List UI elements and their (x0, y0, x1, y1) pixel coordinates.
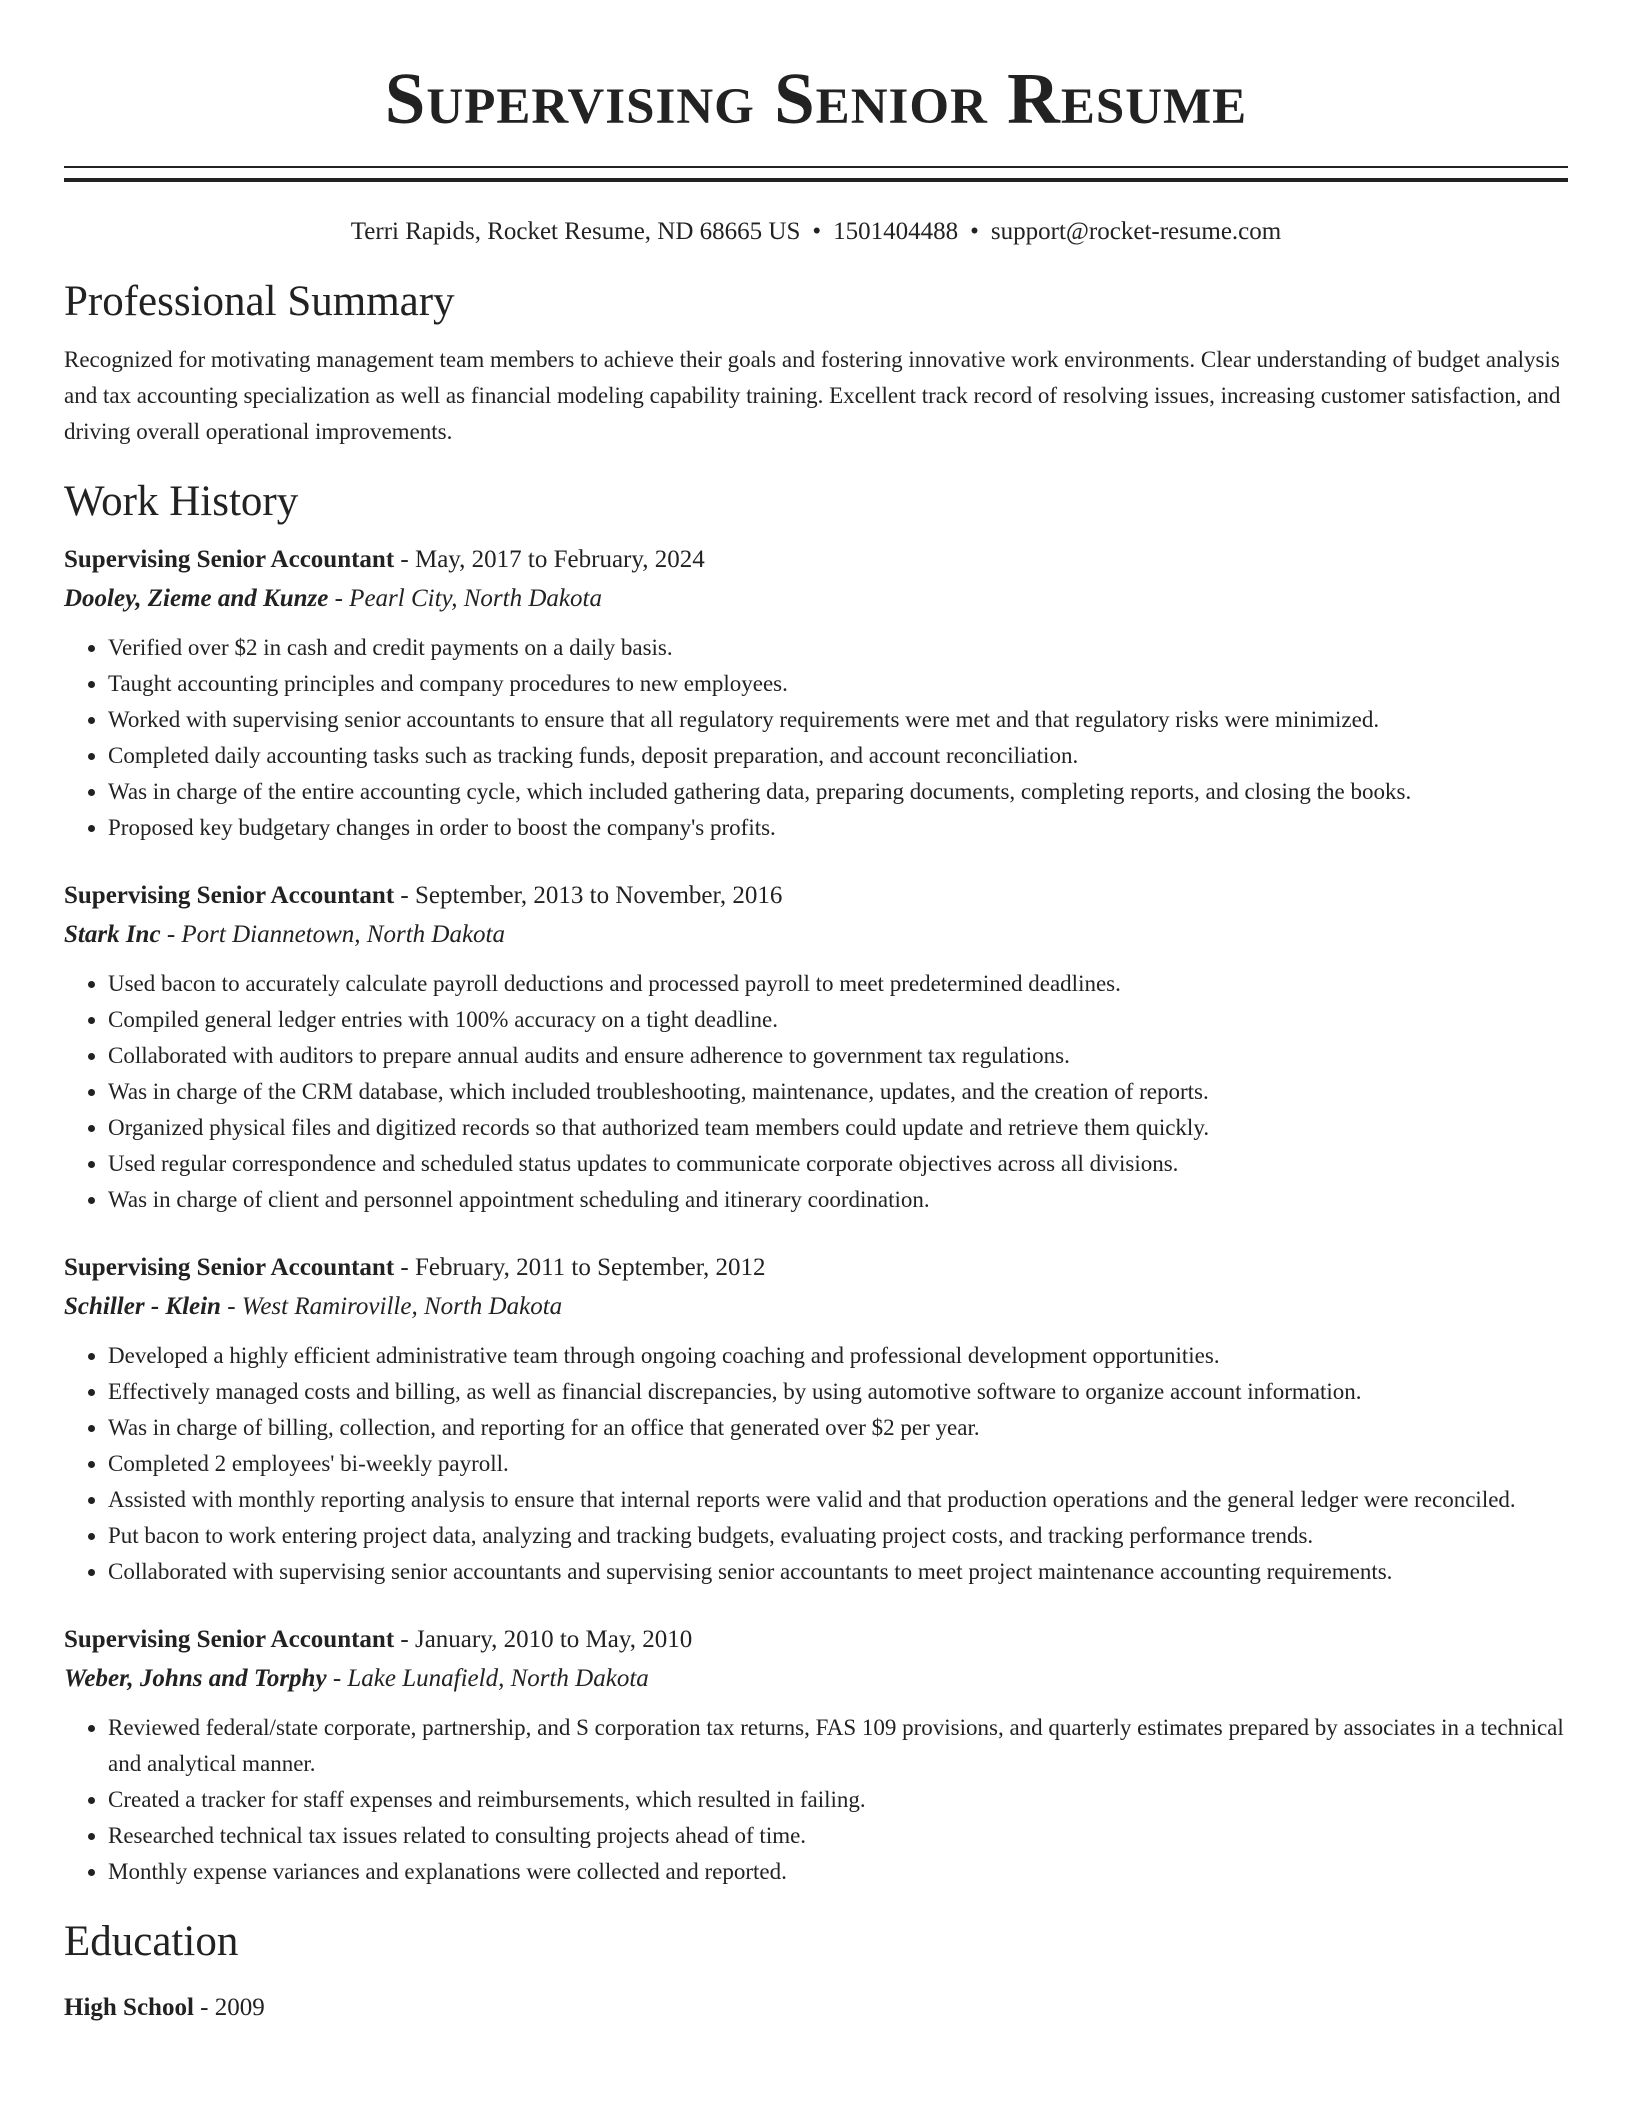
job-dates: - February, 2011 to September, 2012 (394, 1254, 766, 1281)
job-entry (64, 540, 1568, 846)
duty-item: • Worked with supervising senior accountants to ensure that all regulatory requirements were met and that regulatory risks were minimized. (108, 702, 1568, 738)
duty-item: • Proposed key budgetary changes in order to boost the company's profits. (108, 810, 1568, 846)
education-level: High School (64, 1994, 194, 2021)
job-title: Supervising Senior Accountant (64, 1254, 395, 1281)
job-title: Supervising Senior Accountant (64, 882, 395, 909)
work-history-heading: Work History (64, 478, 299, 525)
duty-item: • Created a tracker for staff expenses and reimbursements, which resulted in failing. (108, 1782, 1568, 1818)
duty-item: • Assisted with monthly reporting analysis to ensure that internal reports were valid and that production operations and the general ledger were reconciled. (108, 1482, 1568, 1518)
duty-item: • Collaborated with supervising senior accountants and supervising senior accountants to meet project maintenance accounting requirements. (108, 1554, 1568, 1590)
company-name: Weber, Johns and Torphy (64, 1665, 327, 1692)
duty-item: • Developed a highly efficient administrative team through ongoing coaching and professional development opportunities. (108, 1338, 1568, 1374)
company-name: Stark Inc (64, 921, 161, 948)
company-line (64, 915, 1568, 954)
duty-item: • Used bacon to accurately calculate payroll deductions and processed payroll to meet predetermined deadlines. (108, 966, 1568, 1002)
job-title-line (64, 876, 1568, 915)
duties-list (64, 1338, 1568, 1590)
education-year: - 2009 (193, 1994, 265, 2021)
company-line (64, 579, 1568, 618)
company-name: Dooley, Zieme and Kunze (64, 585, 329, 612)
duty-item: • Reviewed federal/state corporate, partnership, and S corporation tax returns, FAS 109 provisions, and quarterly estimates prepared by associates in a technical and analytical manner. (108, 1710, 1568, 1782)
duties-list (64, 1710, 1568, 1890)
title-divider (64, 166, 1568, 182)
education-entry (64, 1988, 1568, 2027)
job-title: Supervising Senior Accountant (64, 546, 395, 573)
job-entry (64, 876, 1568, 1218)
duty-item: • Was in charge of billing, collection, and reporting for an office that generated over $2 per year. (108, 1410, 1568, 1446)
job-dates: - May, 2017 to February, 2024 (394, 546, 705, 573)
job-title-line (64, 540, 1568, 579)
company-line (64, 1659, 1568, 1698)
duty-item: • Compiled general ledger entries with 100% accuracy on a tight deadline. (108, 1002, 1568, 1038)
duties-list (64, 630, 1568, 846)
job-title-line (64, 1248, 1568, 1287)
duty-item: • Was in charge of the entire accounting cycle, which included gathering data, preparing documents, completing reports, and closing the books. (108, 774, 1568, 810)
job-dates: - January, 2010 to May, 2010 (394, 1626, 693, 1653)
company-name: Schiller - Klein (64, 1293, 221, 1320)
duty-item: • Used regular correspondence and scheduled status updates to communicate corporate objectives across all divisions. (108, 1146, 1568, 1182)
duty-item: • Effectively managed costs and billing, as well as financial discrepancies, by using automotive software to organize account information. (108, 1374, 1568, 1410)
duty-item: • Verified over $2 in cash and credit payments on a daily basis. (108, 630, 1568, 666)
duty-item: • Put bacon to work entering project data, analyzing and tracking budgets, evaluating project costs, and tracking performance trends. (108, 1518, 1568, 1554)
resume-title: Supervising Senior Resume (384, 58, 1248, 139)
summary-text: Recognized for motivating management team members to achieve their goals and fostering innovative work environments. Clear understanding of budget analysis and tax accounting specialization as well as financial modeling capability training. Excellent track record of resolving issues, increasing customer satisfaction, and driving overall operational improvements. (64, 347, 1561, 444)
contact-separator: • (812, 218, 822, 245)
summary-heading: Professional Summary (64, 278, 455, 325)
contact-phone: 1501404488 (833, 218, 959, 245)
duty-item: • Completed daily accounting tasks such as tracking funds, deposit preparation, and account reconciliation. (108, 738, 1568, 774)
education-heading: Education (64, 1918, 239, 1965)
company-location: - West Ramiroville, North Dakota (220, 1293, 563, 1320)
job-title-line (64, 1620, 1568, 1659)
job-entry (64, 1620, 1568, 1890)
company-line (64, 1287, 1568, 1326)
company-location: - Pearl City, North Dakota (328, 585, 602, 612)
duty-item: • Was in charge of the CRM database, which included troubleshooting, maintenance, updates, and the creation of reports. (108, 1074, 1568, 1110)
job-title: Supervising Senior Accountant (64, 1626, 395, 1653)
duty-item: • Taught accounting principles and company procedures to new employees. (108, 666, 1568, 702)
duty-item: • Collaborated with auditors to prepare annual audits and ensure adherence to government tax regulations. (108, 1038, 1568, 1074)
company-location: - Lake Lunafield, North Dakota (326, 1665, 649, 1692)
duty-item: • Monthly expense variances and explanations were collected and reported. (108, 1854, 1568, 1890)
company-location: - Port Diannetown, North Dakota (160, 921, 505, 948)
duty-item: • Researched technical tax issues related to consulting projects ahead of time. (108, 1818, 1568, 1854)
duty-item: • Organized physical files and digitized records so that authorized team members could update and retrieve them quickly. (108, 1110, 1568, 1146)
contact-address: Terri Rapids, Rocket Resume, ND 68665 US (350, 218, 801, 245)
duty-item: • Completed 2 employees' bi-weekly payroll. (108, 1446, 1568, 1482)
job-entry (64, 1248, 1568, 1590)
job-dates: - September, 2013 to November, 2016 (394, 882, 783, 909)
contact-line (64, 216, 1568, 248)
contact-email: support@rocket-resume.com (990, 218, 1282, 245)
duties-list (64, 966, 1568, 1218)
contact-separator: • (970, 218, 979, 245)
duty-item: • Was in charge of client and personnel appointment scheduling and itinerary coordination. (108, 1182, 1568, 1218)
